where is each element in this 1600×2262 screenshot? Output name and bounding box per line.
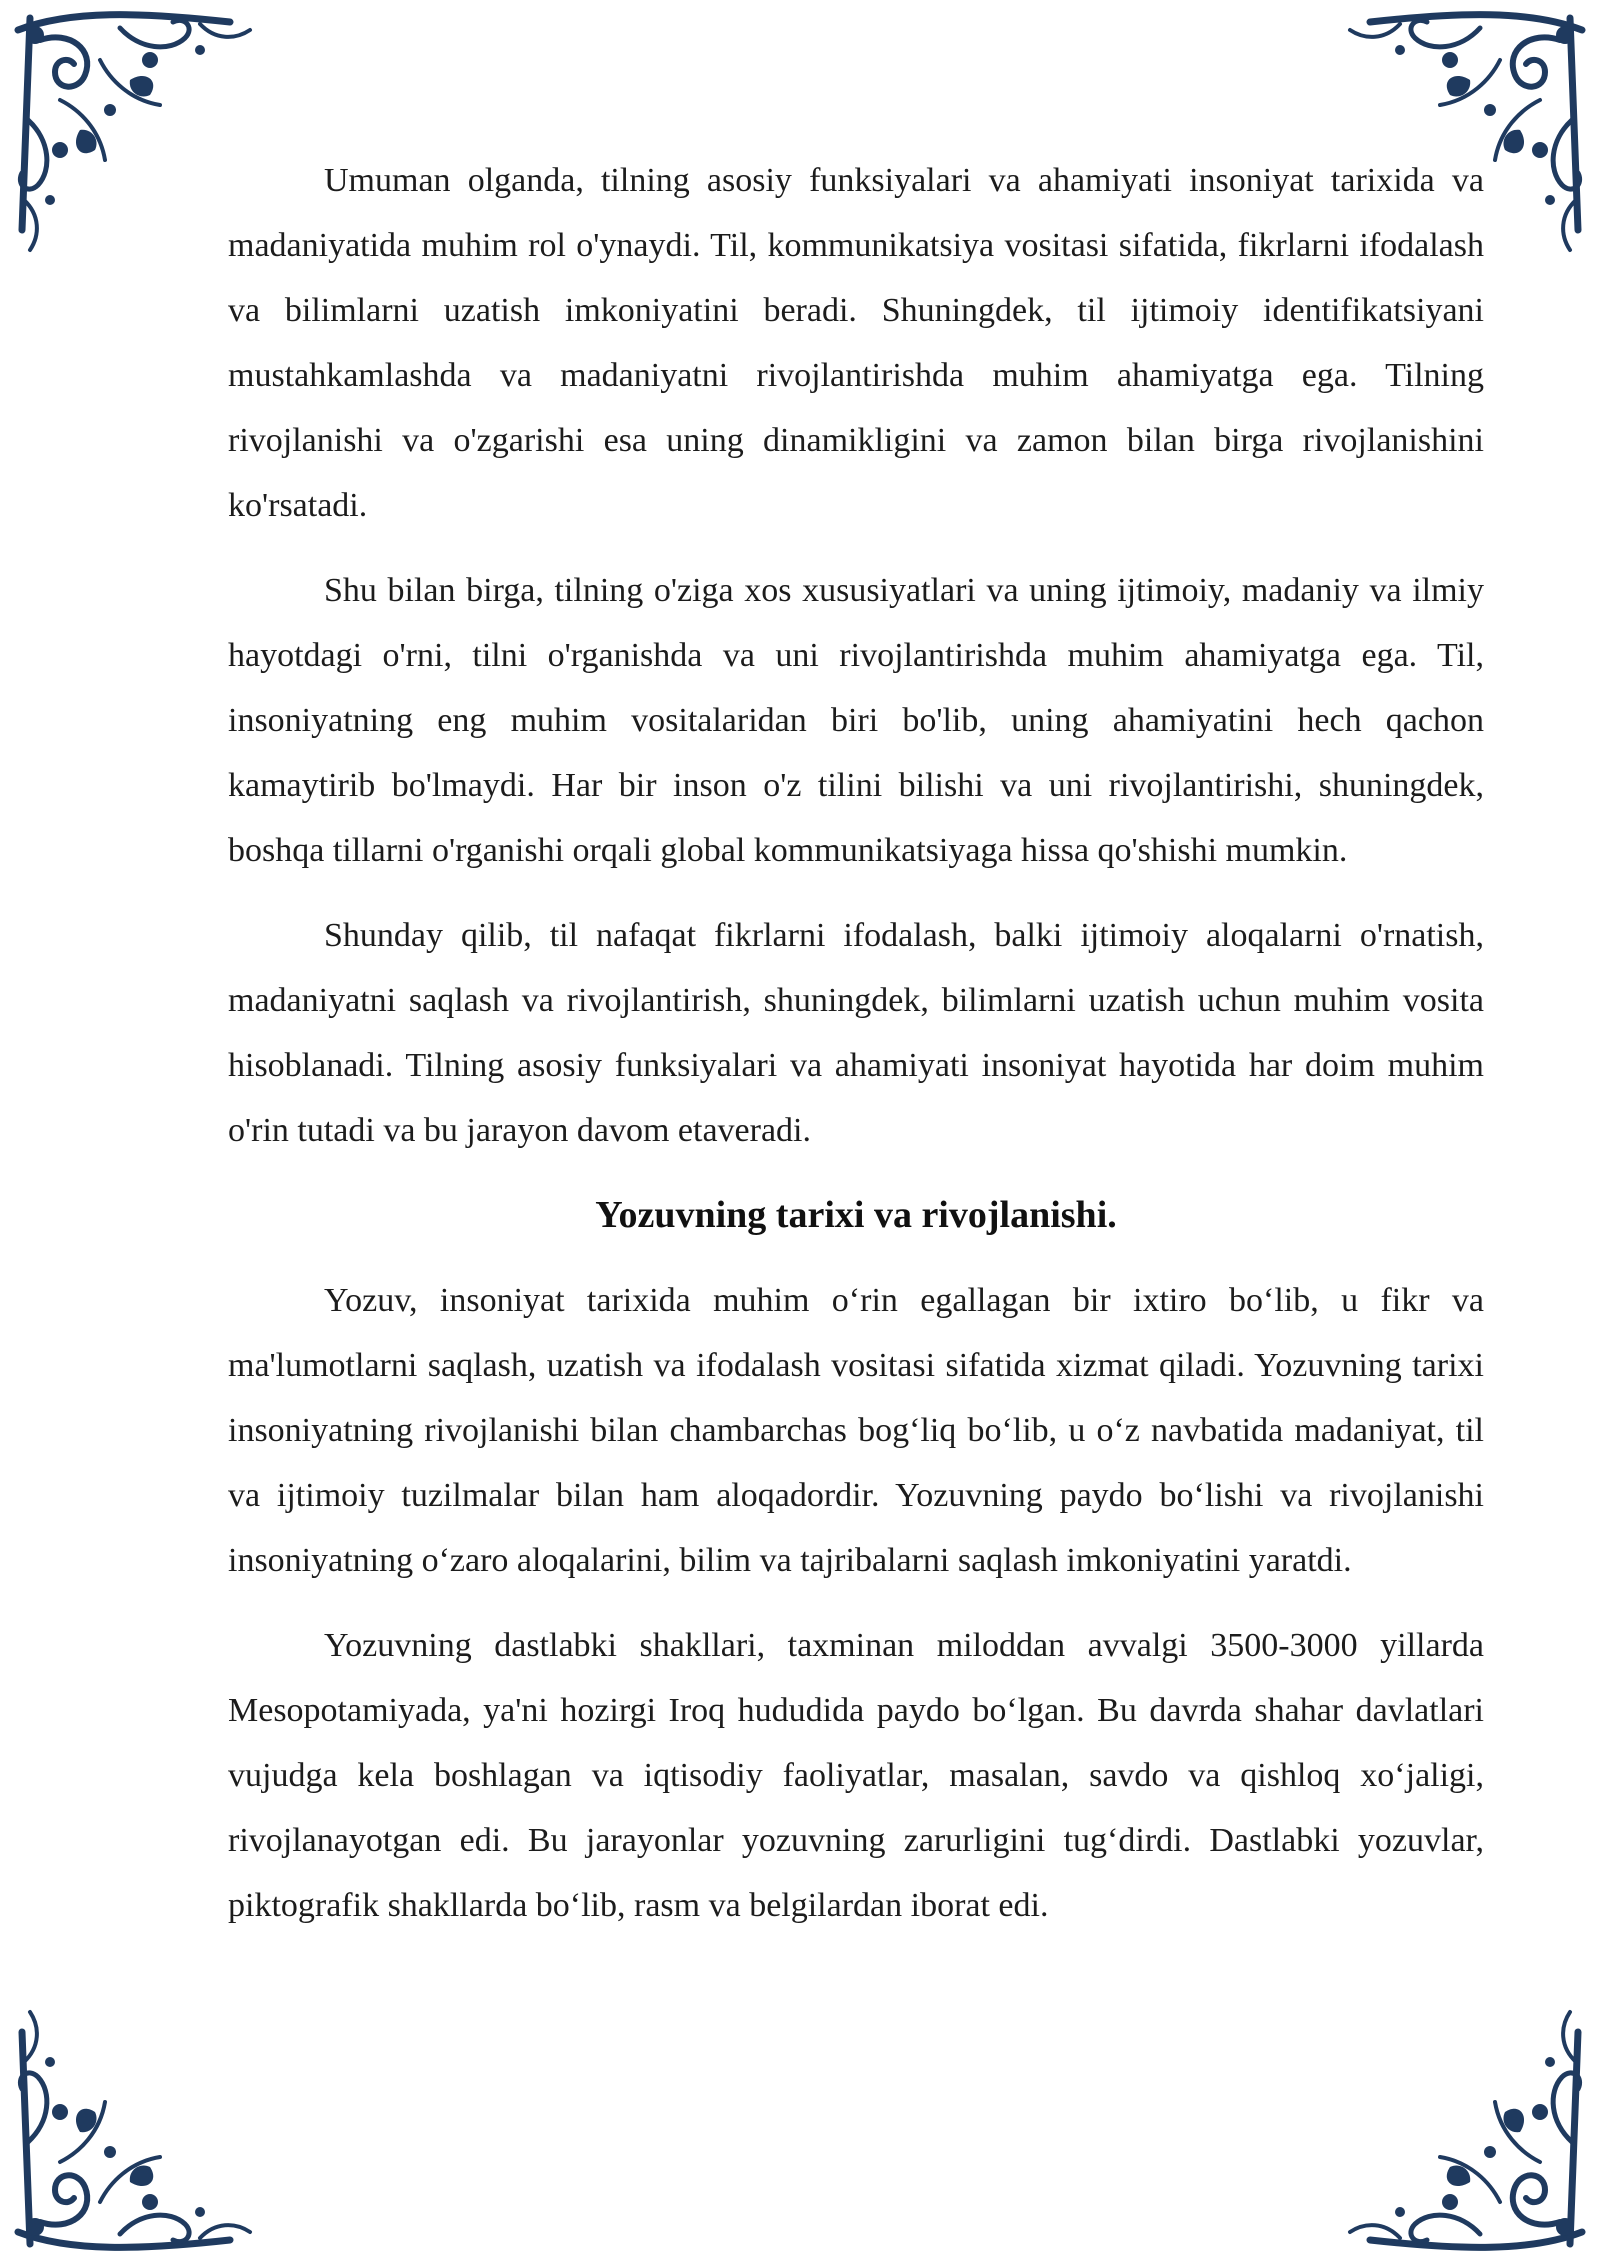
document-body (228, 148, 1484, 1958)
section-heading: Yozuvning tarixi va rivojlanishi. (595, 1194, 1117, 1236)
body-paragraph: Umuman olganda, tilning asosiy funksiyalari va ahamiyati insoniyat tarixida va madaniyatida muhim rol o'ynaydi. Til, kommunikatsiya vositasi sifatida, fikrlarni ifodalash va bilimlarni uzatish imkoniyatini beradi. Shuningdek, til ijtimoiy identifikatsiyani mustahkamlashda va madaniyatni rivojlantirishda muhim ahamiyatga ega. Tilning rivojlanishi va o'zgarishi esa uning dinamikligini va zamon bilan birga rivojlanishini ko'rsatadi. (228, 162, 1484, 524)
body-paragraph: Shu bilan birga, tilning o'ziga xos xususiyatlari va uning ijtimoiy, madaniy va ilmiy hayotdagi o'rni, tilni o'rganishda va uni rivojlantirishda muhim ahamiyatga ega. Til, insoniyatning eng muhim vositalaridan biri bo'lib, uning ahamiyatini hech qachon kamaytirib bo'lmaydi. Har bir inson o'z tilini bilishi va uni rivojlantirishi, shuningdek, boshqa tillarni o'rganishi orqali global kommunikatsiyaga hissa qo'shishi mumkin. (228, 572, 1484, 869)
body-paragraph: Yozuvning dastlabki shakllari, taxminan miloddan avvalgi 3500-3000 yillarda Mesopotamiyada, ya'ni hozirgi Iroq hududida paydo bo‘lgan. Bu davrda shahar davlatlari vujudga kela boshlagan va iqtisodiy faoliyatlar, masalan, savdo va qishloq xo‘jaligi, rivojlanayotgan edi. Bu jarayonlar yozuvning zarurligini tug‘dirdi. Dastlabki yozuvlar, piktografik shakllarda bo‘lib, rasm va belgilardan iborat edi. (228, 1627, 1484, 1924)
floral-corner-ornament-icon (0, 2002, 260, 2262)
body-paragraph: Shunday qilib, til nafaqat fikrlarni ifodalash, balki ijtimoiy aloqalarni o'rnatish, madaniyatni saqlash va rivojlantirish, shuningdek, bilimlarni uzatish uchun muhim vosita hisoblanadi. Tilning asosiy funksiyalari va ahamiyati insoniyat hayotida har doim muhim o'rin tutadi va bu jarayon davom etaveradi. (228, 917, 1484, 1149)
floral-corner-ornament-icon (0, 0, 260, 260)
floral-corner-ornament-icon (1340, 2002, 1600, 2262)
body-paragraph: Yozuv, insoniyat tarixida muhim o‘rin egallagan bir ixtiro bo‘lib, u fikr va ma'lumotlarni saqlash, uzatish va ifodalash vositasi sifatida xizmat qiladi. Yozuvning tarixi insoniyatning rivojlanishi bilan chambarchas bog‘liq bo‘lib, u o‘z navbatida madaniyat, til va ijtimoiy tuzilmalar bilan ham aloqadordir. Yozuvning paydo bo‘lishi va rivojlanishi insoniyatning o‘zaro aloqalarini, bilim va tajribalarni saqlash imkoniyatini yaratdi. (228, 1282, 1484, 1579)
